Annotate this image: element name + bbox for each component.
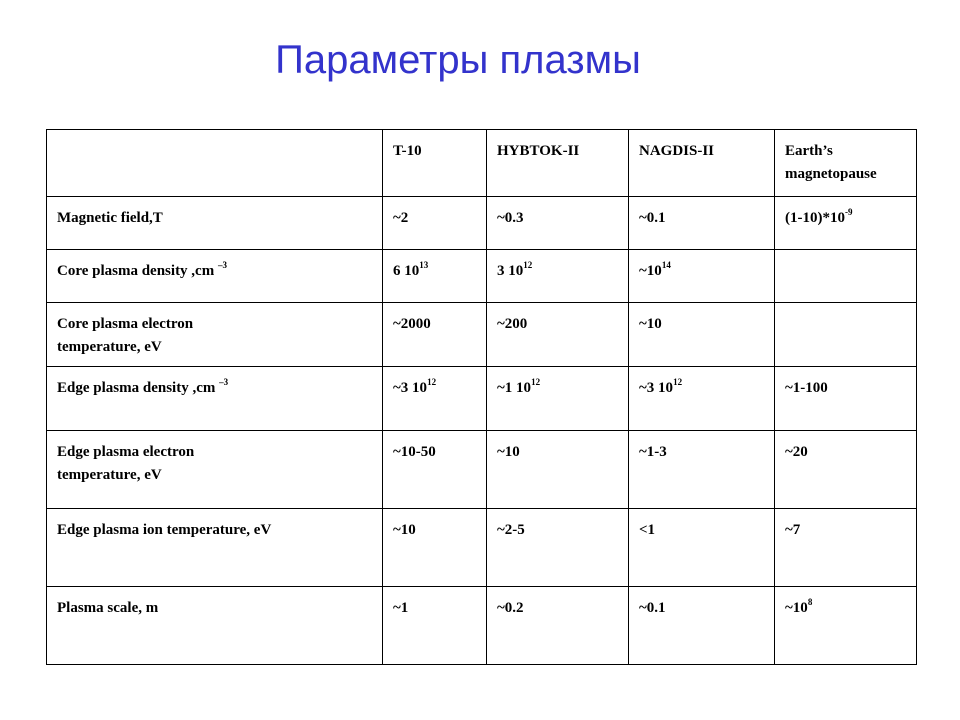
table-row [47,587,917,665]
parameter-cell: Edge plasma electron temperature, eV [47,431,383,509]
value-cell: $\sim 10^8$ [775,587,917,665]
value-cell [775,250,917,303]
header-cell-hybtok: HYBTOK-II [487,130,629,197]
value-cell [775,303,917,367]
table-row [47,431,917,509]
value-cell: ~2000 [383,303,487,367]
value-cell: ~2-5 [487,509,629,587]
plasma-parameters-table [46,129,917,665]
value-cell: ~10-50 [383,431,487,509]
value-cell: ~200 [487,303,629,367]
value-cell: ~0.1 [629,587,775,665]
value-cell: 6 $10^{13}$ [383,250,487,303]
table-row [47,197,917,250]
header-cell-t10: T-10 [383,130,487,197]
value-cell: ~10 [629,303,775,367]
value-cell: ~1-100 [775,367,917,431]
parameter-cell: Core plasma density ,cm $^{-3}$ [47,250,383,303]
parameter-cell: Edge plasma density ,cm $^{-3}$ [47,367,383,431]
value-cell: ~0.1 [629,197,775,250]
slide-title: Параметры плазмы [275,38,641,82]
value-cell: ~20 [775,431,917,509]
value-cell: $\sim 10^{14}$ [629,250,775,303]
value-cell: ~3 $10^{12}$ [629,367,775,431]
value-cell: 3 $10^{12}$ [487,250,629,303]
value-cell: ~2 [383,197,487,250]
parameter-cell: Core plasma electron temperature, eV [47,303,383,367]
value-cell: $(1-10)*10^{-9}$ [775,197,917,250]
value-cell: ~0.2 [487,587,629,665]
table-row [47,303,917,367]
value-cell: ~1 $10^{12}$ [487,367,629,431]
table-row [47,250,917,303]
parameter-cell: Magnetic field,T [47,197,383,250]
header-cell-empty [47,130,383,197]
value-cell: ~3 $10^{12}$ [383,367,487,431]
table-header-row [47,130,917,197]
value-cell: <1 [629,509,775,587]
header-cell-nagdis: NAGDIS-II [629,130,775,197]
value-cell: ~1 [383,587,487,665]
header-cell-magnetopause: Earth’s magnetopause [775,130,917,197]
value-cell: ~10 [383,509,487,587]
value-cell: ~7 [775,509,917,587]
value-cell: ~10 [487,431,629,509]
table-row [47,367,917,431]
parameter-cell: Edge plasma ion temperature, eV [47,509,383,587]
value-cell: ~1-3 [629,431,775,509]
parameter-cell: Plasma scale, m [47,587,383,665]
value-cell: ~0.3 [487,197,629,250]
table-row [47,509,917,587]
